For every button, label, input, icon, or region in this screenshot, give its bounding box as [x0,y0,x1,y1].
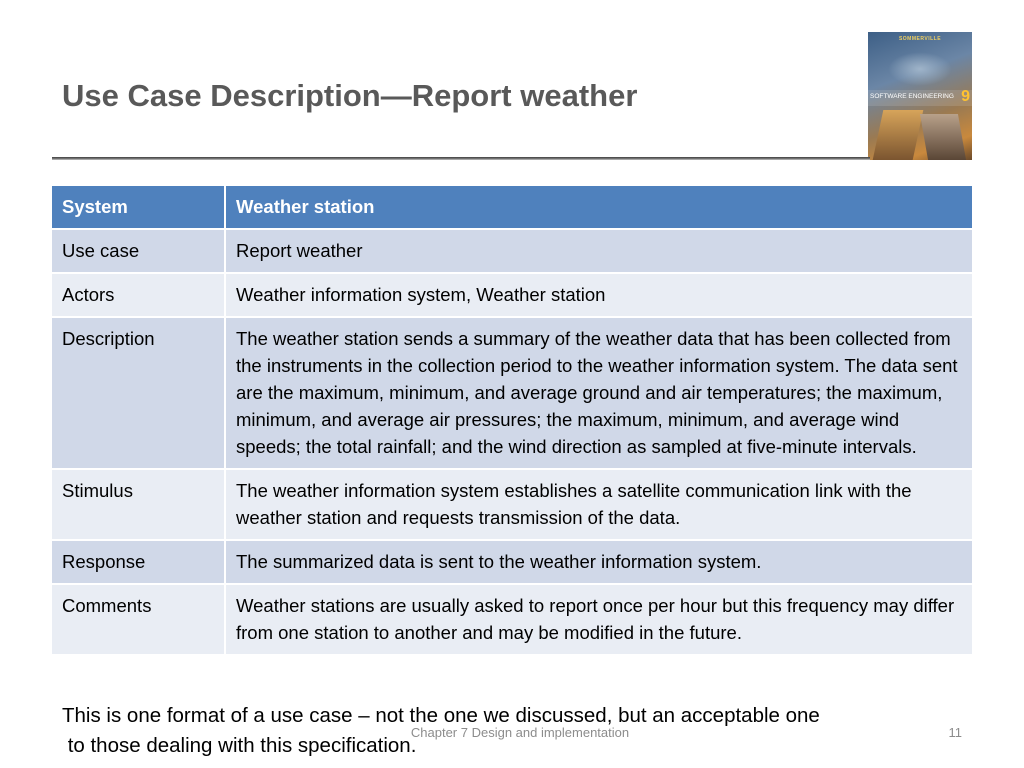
table-cell-label: Actors [52,273,225,317]
table-cell-value: The weather information system establishes a satellite communication link with the weather station and requests transmission of the data. [225,469,972,540]
slide-title: Use Case Description—Report weather [62,78,638,113]
table-row [52,540,972,584]
slide-footer: Chapter 7 Design and implementation [410,725,630,740]
table-cell-label: System [52,186,225,229]
cover-building-shape [920,114,966,160]
table-cell-value: The summarized data is sent to the weather information system. [225,540,972,584]
table-cell-label: Stimulus [52,469,225,540]
slide-note-line: to those dealing with this specification. [62,734,417,757]
table-cell-value: Report weather [225,229,972,273]
use-case-table [52,186,972,656]
table-cell-value: Weather station [225,186,972,229]
cover-edition: 9 [961,88,970,105]
table-cell-value: Weather information system, Weather station [225,273,972,317]
table-cell-value: Weather stations are usually asked to report once per hour but this frequency may differ from one station to another and may be modified in the future. [225,584,972,655]
table-cell-label: Response [52,540,225,584]
cover-brand: SOMMERVILLE [898,36,942,42]
table-header-row [52,186,972,229]
table-cell-label: Comments [52,584,225,655]
cover-building-shape [873,110,924,160]
table-row [52,584,972,655]
table-cell-label: Description [52,317,225,469]
table-row [52,469,972,540]
cover-sky-shape [888,52,952,86]
table-cell-value: The weather station sends a summary of the weather data that has been collected from the instruments in the collection period to the weather information system. The data sent are the maximum, minimum, and average ground and air temperatures; the maximum, minimum, and average air pressures; the maximum, minimum, and average wind speeds; the total rainfall; and the wind direction as sampled at five-minute intervals. [225,317,972,469]
cover-title: SOFTWARE ENGINEERING [870,93,954,100]
table-cell-label: Use case [52,229,225,273]
table-row [52,229,972,273]
book-cover-image [868,32,972,160]
table-row [52,273,972,317]
table-row [52,317,972,469]
slide-note-line: This is one format of a use case – not the one we discussed, but an acceptable one [62,704,820,727]
page-number: 11 [948,725,962,740]
title-divider [52,157,870,160]
